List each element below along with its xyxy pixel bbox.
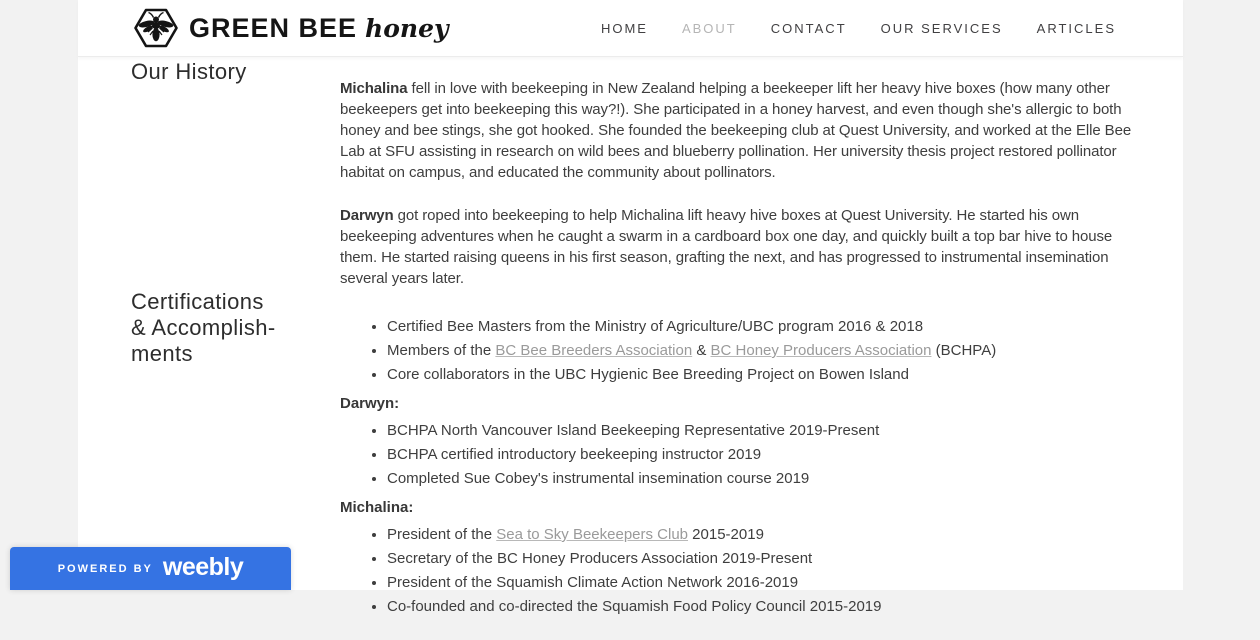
site-header xyxy=(78,0,1183,57)
nav-item-articles[interactable]: ARTICLES xyxy=(1036,20,1116,36)
list-item: • BCHPA certified introductory beekeeping instructor 2019 xyxy=(387,443,1134,467)
weebly-logo-text: weebly xyxy=(162,552,244,581)
list-item: • BCHPA North Vancouver Island Beekeeping Representative 2019-Present xyxy=(387,419,1134,443)
nav-item-about[interactable]: ABOUT xyxy=(681,20,737,36)
list-item xyxy=(387,339,1134,363)
main-nav xyxy=(601,0,1116,56)
powered-by-weebly-badge[interactable] xyxy=(10,547,291,590)
main-content-column xyxy=(340,78,1134,619)
logo-text-primary: GREEN BEE xyxy=(189,12,358,43)
heading-certifications xyxy=(131,289,276,367)
site-logo[interactable] xyxy=(132,4,449,52)
history-paragraph-darwyn-text: got roped into beekeeping to help Michalina lift heavy hive boxes at Quest University. He started his own beekeeping adventures when he caught a swarm in a cardboard box one day, and quickly built a top bar hive to house them. He started raising queens in his first season, grafting the next, and has progressed to instrumental insemination several years later. xyxy=(340,207,1113,287)
heading-certifications-line2: & Accomplish- xyxy=(131,315,276,340)
members-suffix: (BCHPA) xyxy=(931,342,997,359)
label-darwyn: Darwyn: xyxy=(340,395,400,412)
cert-general-list xyxy=(340,315,1134,387)
bee-in-hexagon-icon xyxy=(132,4,180,52)
heading-certifications-line1: Certifications xyxy=(131,289,264,314)
president-prefix: President of the xyxy=(387,526,497,543)
list-item: • President of the Squamish Climate Action Network 2016-2019 xyxy=(387,571,1134,595)
members-mid: & xyxy=(692,342,711,359)
cert-michalina-list xyxy=(340,523,1134,619)
history-paragraph-michalina xyxy=(340,78,1134,183)
list-item: • Certified Bee Masters from the Ministry of Agriculture/UBC program 2016 & 2018 xyxy=(387,315,1134,339)
link-bc-honey-producers-association[interactable]: BC Honey Producers Association xyxy=(710,342,932,359)
heading-certifications-line3: ments xyxy=(131,341,193,366)
logo-text-secondary: honey xyxy=(365,13,449,43)
nav-item-our-services[interactable]: OUR SERVICES xyxy=(880,20,1003,36)
lead-name-darwyn: Darwyn xyxy=(340,207,394,224)
powered-by-label: POWERED BY xyxy=(57,562,153,575)
list-item: • Core collaborators in the UBC Hygienic Bee Breeding Project on Bowen Island xyxy=(387,363,1134,387)
list-item: • Secretary of the BC Honey Producers Association 2019-Present xyxy=(387,547,1134,571)
list-item: • Co-founded and co-directed the Squamish Food Policy Council 2015-2019 xyxy=(387,595,1134,619)
content-frame xyxy=(78,0,1183,615)
members-prefix: Members of the xyxy=(387,342,496,359)
history-paragraph-michalina-text: fell in love with beekeeping in New Zealand helping a beekeeper lift her heavy hive boxes (how many other beekeepers get into beekeeping this way?!). She participated in a honey harvest, and even though she's allergic to both honey and bee stings, she got hooked. She founded the beekeeping club at Quest University, and worked at the Elle Bee Lab at SFU assisting in research on wild bees and blueberry pollination. Her university thesis project restored pollinator habitat on campus, and educated the community about pollinators. xyxy=(340,80,1132,181)
history-paragraph-darwyn xyxy=(340,205,1134,289)
list-item xyxy=(387,523,1134,547)
heading-our-history: Our History xyxy=(131,59,247,84)
lead-name-michalina: Michalina xyxy=(340,80,408,97)
cert-darwyn-list xyxy=(340,419,1134,491)
nav-item-home[interactable]: HOME xyxy=(600,20,648,36)
link-sea-to-sky-beekeepers-club[interactable]: Sea to Sky Beekeepers Club xyxy=(496,526,689,543)
link-bc-bee-breeders-association[interactable]: BC Bee Breeders Association xyxy=(495,342,693,359)
president-suffix: 2015-2019 xyxy=(688,526,764,543)
nav-item-contact[interactable]: CONTACT xyxy=(770,20,847,36)
list-item: • Completed Sue Cobey's instrumental insemination course 2019 xyxy=(387,467,1134,491)
label-michalina: Michalina: xyxy=(340,499,414,516)
